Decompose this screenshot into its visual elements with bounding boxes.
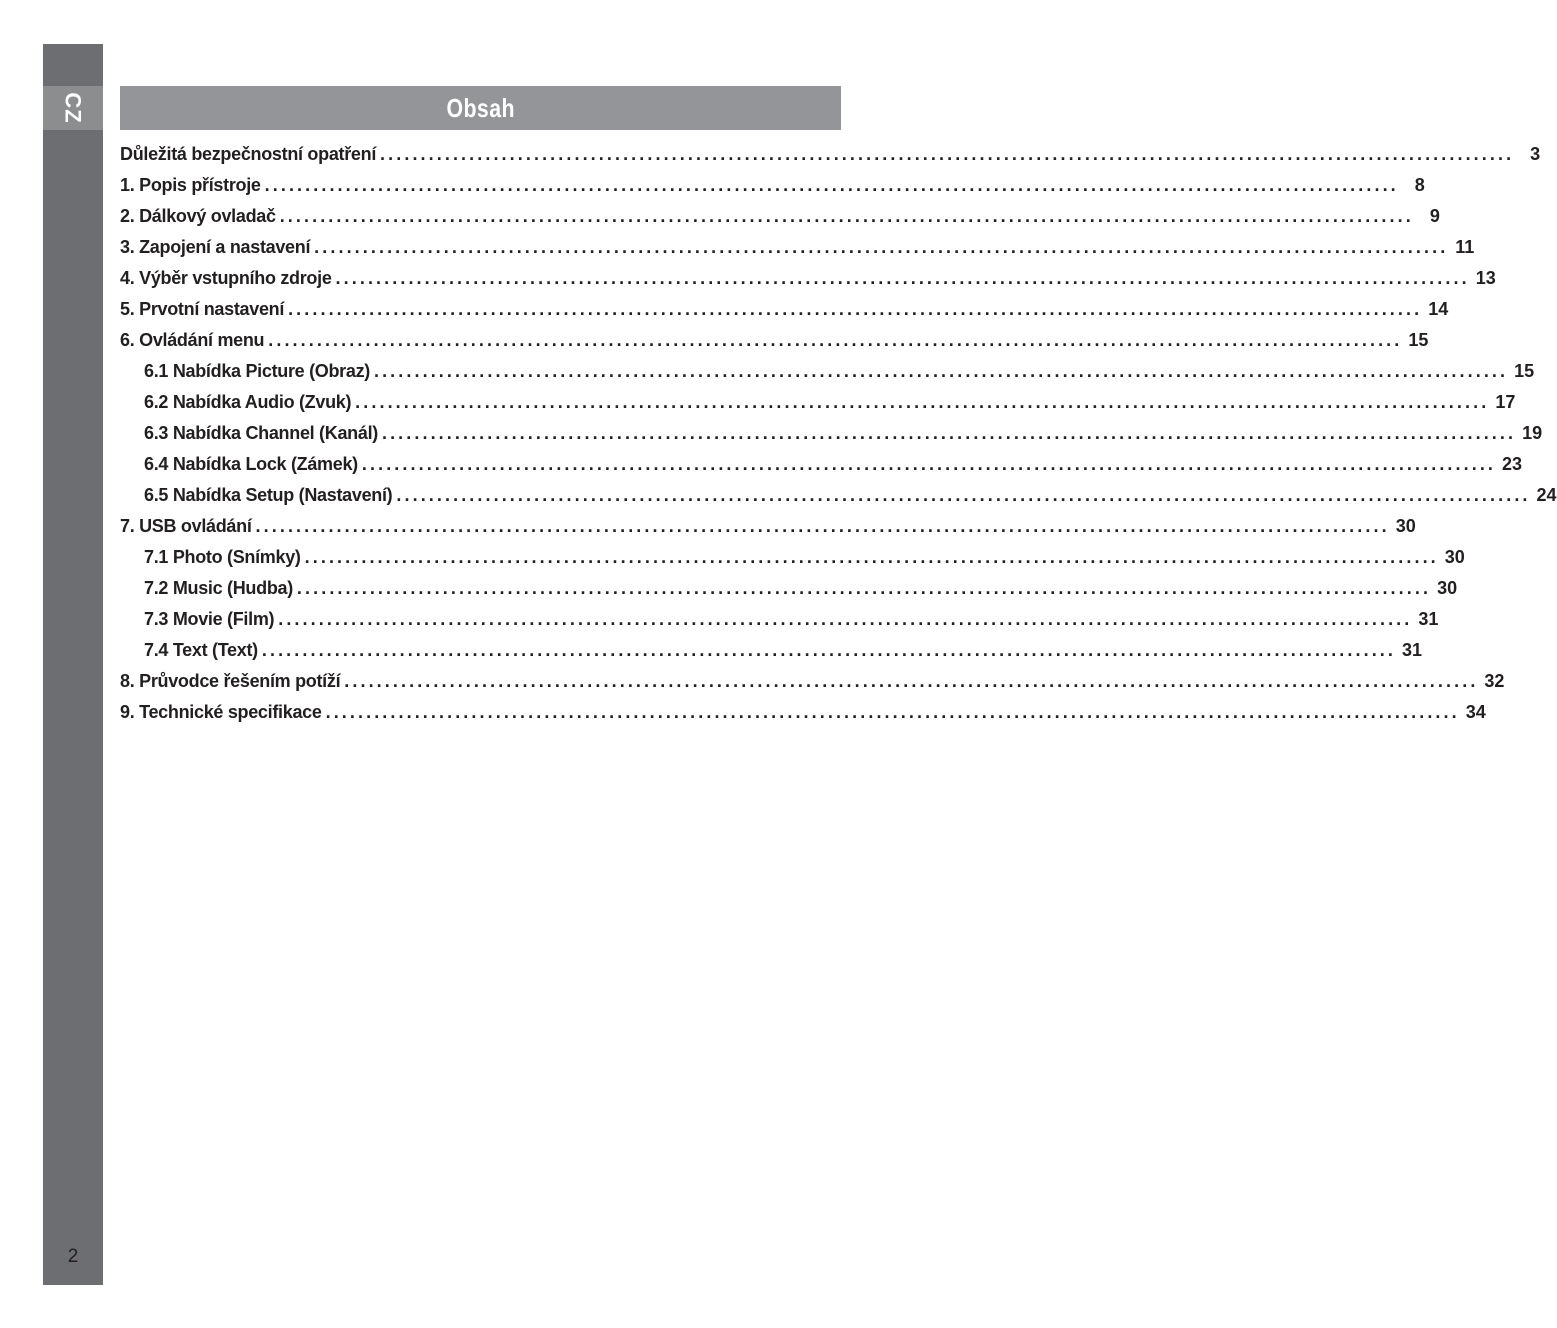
toc-entry-label: 7.3 Movie (Film) xyxy=(144,609,275,629)
toc-leader-dots: ............................................................................................................................................ xyxy=(373,361,1509,381)
toc-leader-dots: ............................................................................................................................................ xyxy=(355,392,1490,412)
toc-leader-dots: ............................................................................................................................................ xyxy=(278,609,1413,629)
language-tab xyxy=(43,86,103,130)
toc-entry-page: 31 xyxy=(1402,640,1423,660)
toc-entry-label: 8. Průvodce řešením potíží xyxy=(120,671,341,691)
toc-entry[interactable] xyxy=(120,573,1458,604)
toc-entry-label: 4. Výběr vstupního zdroje xyxy=(120,268,332,288)
toc-leader-dots: ............................................................................................................................................ xyxy=(255,516,1390,536)
toc-leader-dots: ............................................................................................................................................ xyxy=(335,268,1470,288)
toc-leader-dots: ............................................................................................................................................ xyxy=(304,547,1439,567)
side-bar xyxy=(43,44,103,1285)
toc-entry-page: 15 xyxy=(1408,330,1429,350)
toc-leader-dots: ............................................................................................................................................ xyxy=(361,454,1497,474)
toc-entry-label: 5. Prvotní nastavení xyxy=(120,299,285,319)
table-of-contents xyxy=(120,139,1557,728)
toc-entry[interactable] xyxy=(120,232,1475,263)
toc-entry-page: 23 xyxy=(1502,454,1523,474)
toc-entry-page: 3 xyxy=(1530,144,1541,164)
toc-entry[interactable] xyxy=(120,480,1557,511)
page-title: Obsah xyxy=(446,92,515,123)
toc-entry-page: 17 xyxy=(1495,392,1516,412)
toc-entry-label: 6.2 Nabídka Audio (Zvuk) xyxy=(144,392,352,412)
toc-entry[interactable] xyxy=(120,170,1425,201)
toc-entry-label: 1. Popis přístroje xyxy=(120,175,261,195)
toc-leader-dots: ............................................................................................................................................ xyxy=(380,144,1515,164)
toc-leader-dots: ............................................................................................................................................ xyxy=(264,175,1399,195)
toc-entry-page: 9 xyxy=(1429,206,1440,226)
toc-entry[interactable] xyxy=(120,449,1523,480)
toc-entry-page: 30 xyxy=(1395,516,1416,536)
toc-entry-page: 11 xyxy=(1455,237,1475,257)
toc-entry-label: 6.5 Nabídka Setup (Nastavení) xyxy=(144,485,393,505)
toc-entry-label: 2. Dálkový ovladač xyxy=(120,206,276,226)
toc-entry[interactable] xyxy=(120,511,1416,542)
toc-leader-dots: ............................................................................................................................................ xyxy=(261,640,1397,660)
toc-entry-label: 7.1 Photo (Snímky) xyxy=(144,547,301,567)
toc-entry[interactable] xyxy=(120,542,1465,573)
toc-entry[interactable] xyxy=(120,263,1496,294)
toc-leader-dots: ............................................................................................................................................ xyxy=(288,299,1423,319)
toc-leader-dots: ............................................................................................................................................ xyxy=(396,485,1531,505)
toc-entry-page: 32 xyxy=(1484,671,1505,691)
toc-entry-page: 15 xyxy=(1514,361,1535,381)
toc-entry[interactable] xyxy=(120,294,1449,325)
toc-entry-page: 14 xyxy=(1428,299,1449,319)
toc-entry[interactable] xyxy=(120,666,1505,697)
title-bar xyxy=(120,86,841,130)
toc-leader-dots: ............................................................................................................................................ xyxy=(268,330,1403,350)
toc-entry-label: 7.2 Music (Hudba) xyxy=(144,578,293,598)
toc-entry-page: 34 xyxy=(1465,702,1486,722)
toc-entry[interactable] xyxy=(120,139,1541,170)
toc-entry-label: 6.3 Nabídka Channel (Kanál) xyxy=(144,423,378,443)
toc-leader-dots: ............................................................................................................................................ xyxy=(296,578,1432,598)
toc-leader-dots: ............................................................................................................................................ xyxy=(344,671,1479,691)
toc-entry[interactable] xyxy=(120,604,1439,635)
language-tab-label: CZ xyxy=(60,92,86,124)
toc-entry-label: 6. Ovládání menu xyxy=(120,330,265,350)
toc-entry-label: 7. USB ovládání xyxy=(120,516,252,536)
toc-entry-page: 30 xyxy=(1437,578,1458,598)
toc-entry-label: Důležitá bezpečnostní opatření xyxy=(120,144,377,164)
toc-entry-page: 31 xyxy=(1418,609,1439,629)
toc-entry[interactable] xyxy=(120,356,1535,387)
toc-entry[interactable] xyxy=(120,697,1486,728)
toc-entry-page: 24 xyxy=(1536,485,1557,505)
toc-entry-label: 7.4 Text (Text) xyxy=(144,640,258,660)
toc-entry-label: 9. Technické specifikace xyxy=(120,702,322,722)
toc-entry[interactable] xyxy=(120,418,1543,449)
toc-entry[interactable] xyxy=(120,387,1516,418)
toc-leader-dots: ............................................................................................................................................ xyxy=(314,237,1449,257)
toc-entry[interactable] xyxy=(120,325,1429,356)
toc-entry-page: 30 xyxy=(1444,547,1465,567)
toc-entry[interactable] xyxy=(120,635,1423,666)
toc-leader-dots: ............................................................................................................................................ xyxy=(325,702,1460,722)
toc-entry-label: 6.1 Nabídka Picture (Obraz) xyxy=(144,361,370,381)
toc-entry-label: 3. Zapojení a nastavení xyxy=(120,237,311,257)
toc-entry-page: 8 xyxy=(1414,175,1425,195)
toc-entry-page: 19 xyxy=(1522,423,1543,443)
toc-leader-dots: ............................................................................................................................................ xyxy=(279,206,1414,226)
page-number: 2 xyxy=(67,1246,79,1267)
toc-entry[interactable] xyxy=(120,201,1440,232)
toc-entry-label: 6.4 Nabídka Lock (Zámek) xyxy=(144,454,358,474)
toc-leader-dots: ............................................................................................................................................ xyxy=(381,423,1517,443)
toc-entry-page: 13 xyxy=(1475,268,1496,288)
